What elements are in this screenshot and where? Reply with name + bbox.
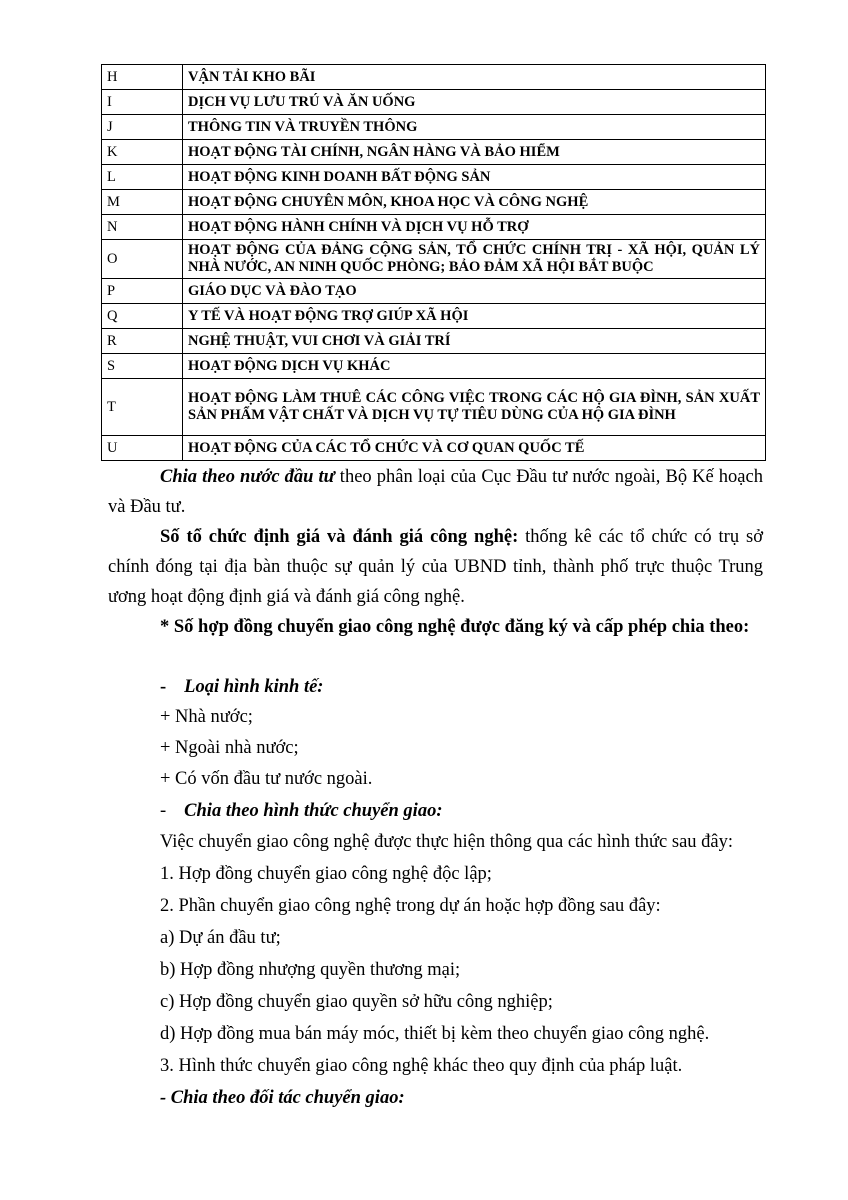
contracts-heading-text: * Số hợp đồng chuyển giao công nghệ được đăng ký và cấp phép chia theo: bbox=[160, 617, 750, 637]
sector-name: HOẠT ĐỘNG DỊCH VỤ KHÁC bbox=[183, 354, 766, 379]
table-row bbox=[102, 190, 766, 215]
dash-marker: - bbox=[160, 677, 167, 697]
table-row bbox=[102, 329, 766, 354]
table-row bbox=[102, 436, 766, 461]
valuation-lead: Số tổ chức định giá và đánh giá công nghệ: bbox=[160, 527, 519, 547]
economic-type-label: Loại hình kinh tế: bbox=[184, 677, 324, 697]
table-row bbox=[102, 115, 766, 140]
economic-type-heading bbox=[160, 672, 323, 702]
sector-table bbox=[101, 64, 766, 461]
table-row bbox=[102, 379, 766, 436]
sector-code: K bbox=[102, 140, 183, 165]
table-row bbox=[102, 90, 766, 115]
sector-name: THÔNG TIN VÀ TRUYỀN THÔNG bbox=[183, 115, 766, 140]
list-item: 3. Hình thức chuyển giao công nghệ khác theo quy định của pháp luật. bbox=[160, 1056, 683, 1076]
dash-marker: - bbox=[160, 801, 167, 821]
table-row bbox=[102, 354, 766, 379]
sector-name: HOẠT ĐỘNG KINH DOANH BẤT ĐỘNG SẢN bbox=[183, 165, 766, 190]
sector-code: L bbox=[102, 165, 183, 190]
investor-paragraph bbox=[108, 462, 763, 522]
sector-name: HOẠT ĐỘNG TÀI CHÍNH, NGÂN HÀNG VÀ BẢO HIỂM bbox=[183, 140, 766, 165]
sector-name: NGHỆ THUẬT, VUI CHƠI VÀ GIẢI TRÍ bbox=[183, 329, 766, 354]
valuation-text bbox=[108, 522, 763, 612]
sector-code: R bbox=[102, 329, 183, 354]
list-item: b) Hợp đồng nhượng quyền thương mại; bbox=[160, 960, 461, 980]
sector-code: Q bbox=[102, 304, 183, 329]
sector-code: U bbox=[102, 436, 183, 461]
table-row bbox=[102, 215, 766, 240]
table-row bbox=[102, 140, 766, 165]
sector-name: Y TẾ VÀ HOẠT ĐỘNG TRỢ GIÚP XÃ HỘI bbox=[183, 304, 766, 329]
table-row bbox=[102, 240, 766, 279]
list-item: + Nhà nước; bbox=[160, 707, 253, 727]
list-item: 2. Phần chuyển giao công nghệ trong dự án hoặc hợp đồng sau đây: bbox=[160, 896, 661, 916]
contracts-heading bbox=[108, 612, 763, 642]
sector-name: HOẠT ĐỘNG HÀNH CHÍNH VÀ DỊCH VỤ HỖ TRỢ bbox=[183, 215, 766, 240]
transfer-form-label: Chia theo hình thức chuyển giao: bbox=[184, 801, 443, 821]
sector-name: HOẠT ĐỘNG CHUYÊN MÔN, KHOA HỌC VÀ CÔNG NGHỆ bbox=[183, 190, 766, 215]
list-item: c) Hợp đồng chuyển giao quyền sở hữu công nghiệp; bbox=[160, 992, 553, 1012]
sector-name: HOẠT ĐỘNG LÀM THUÊ CÁC CÔNG VIỆC TRONG CÁC HỘ GIA ĐÌNH, SẢN XUẤT SẢN PHẨM VẬT CHẤT VÀ DỊCH VỤ TỰ TIÊU DÙNG CỦA HỘ GIA ĐÌNH bbox=[183, 379, 766, 436]
list-item: + Ngoài nhà nước; bbox=[160, 738, 299, 758]
sector-name: GIÁO DỤC VÀ ĐÀO TẠO bbox=[183, 279, 766, 304]
list-item: a) Dự án đầu tư; bbox=[160, 928, 281, 948]
table-row bbox=[102, 304, 766, 329]
table-row bbox=[102, 279, 766, 304]
sector-code: T bbox=[102, 379, 183, 436]
sector-code: O bbox=[102, 240, 183, 279]
list-item: d) Hợp đồng mua bán máy móc, thiết bị kèm theo chuyển giao công nghệ. bbox=[160, 1024, 710, 1044]
sector-name: VẬN TẢI KHO BÃI bbox=[183, 65, 766, 90]
investor-body: theo phân loại của Cục Đầu tư nước ngoài, Bộ Kế hoạch và Đầu tư. bbox=[108, 467, 763, 517]
list-item: 1. Hợp đồng chuyển giao công nghệ độc lập; bbox=[160, 864, 492, 884]
transfer-form-heading bbox=[160, 796, 443, 826]
sector-name: HOẠT ĐỘNG CỦA ĐẢNG CỘNG SẢN, TỔ CHỨC CHÍNH TRỊ - XÃ HỘI, QUẢN LÝ NHÀ NƯỚC, AN NINH QUỐC PHÒNG; BẢO ĐẢM XÃ HỘI BẮT BUỘC bbox=[183, 240, 766, 279]
sector-code: J bbox=[102, 115, 183, 140]
list-item: + Có vốn đầu tư nước ngoài. bbox=[160, 769, 373, 789]
valuation-body: thống kê các tổ chức có trụ sở chính đóng tại địa bàn thuộc sự quản lý của UBND tỉnh, thành phố trực thuộc Trung ương hoạt động định giá và đánh giá công nghệ. bbox=[108, 527, 763, 607]
investor-lead: Chia theo nước đầu tư bbox=[160, 467, 335, 487]
sector-name: DỊCH VỤ LƯU TRÚ VÀ ĂN UỐNG bbox=[183, 90, 766, 115]
table-row bbox=[102, 65, 766, 90]
sector-code: N bbox=[102, 215, 183, 240]
sector-code: I bbox=[102, 90, 183, 115]
sector-code: H bbox=[102, 65, 183, 90]
sector-code: S bbox=[102, 354, 183, 379]
partner-heading: - Chia theo đối tác chuyển giao: bbox=[160, 1088, 405, 1108]
sector-code: P bbox=[102, 279, 183, 304]
sector-name: HOẠT ĐỘNG CỦA CÁC TỔ CHỨC VÀ CƠ QUAN QUỐC TẾ bbox=[183, 436, 766, 461]
investor-text bbox=[108, 462, 763, 522]
table-row bbox=[102, 165, 766, 190]
sector-code: M bbox=[102, 190, 183, 215]
transfer-form-intro: Việc chuyển giao công nghệ được thực hiện thông qua các hình thức sau đây: bbox=[160, 832, 734, 852]
valuation-paragraph bbox=[108, 522, 763, 612]
